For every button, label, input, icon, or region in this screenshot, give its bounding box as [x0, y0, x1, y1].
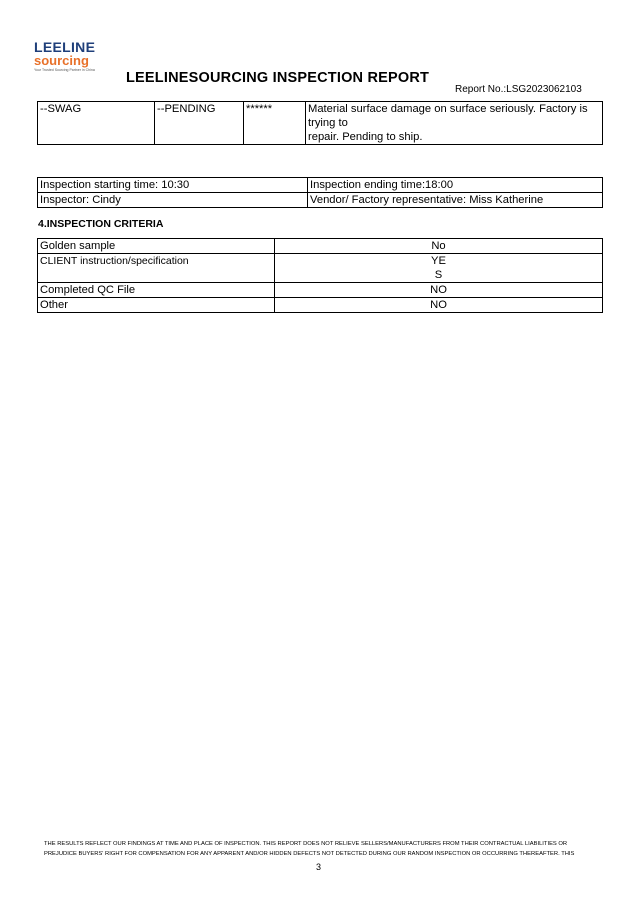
logo-text-leeline: LEELINE	[34, 39, 96, 55]
criteria-value: NO	[275, 283, 603, 298]
defect-status: --PENDING	[155, 102, 244, 145]
inspection-time-table	[37, 177, 603, 208]
logo-tagline: Your Trusted Sourcing Partner in China	[34, 68, 95, 72]
criteria-value-line: YE	[431, 255, 446, 267]
table-row	[38, 239, 603, 254]
criteria-value: NO	[275, 298, 603, 313]
table-row	[38, 102, 603, 145]
criteria-label: Other	[38, 298, 275, 313]
table-row	[38, 283, 603, 298]
section-heading: 4.INSPECTION CRITERIA	[38, 218, 164, 230]
criteria-value: No	[275, 239, 603, 254]
end-time: Inspection ending time:18:00	[308, 178, 603, 193]
defect-table	[37, 101, 603, 145]
defect-severity: ******	[244, 102, 306, 145]
report-title: LEELINESOURCING INSPECTION REPORT	[126, 70, 430, 86]
vendor-representative: Vendor/ Factory representative: Miss Katherine	[308, 193, 603, 208]
report-number: Report No.:LSG2023062103	[455, 84, 582, 95]
footer-line: PREJUDICE BUYERS' RIGHT FOR COMPENSATION FOR ANY APPARENT AND/OR HIDDEN DEFECTS NOT DETECTED DURING OUR RANDOM INSPECTION OR OCCURRING THEREAFTER. THIS	[44, 851, 575, 857]
logo-text-sourcing: sourcing	[34, 53, 89, 68]
defect-description-line: Material surface damage on surface seriously. Factory is	[308, 103, 588, 115]
table-row	[38, 178, 603, 193]
defect-description-line: repair. Pending to ship.	[308, 131, 423, 143]
criteria-label: CLIENT instruction/specification	[38, 254, 275, 283]
defect-code: --SWAG	[38, 102, 155, 145]
footer-line: THE RESULTS REFLECT OUR FINDINGS AT TIME AND PLACE OF INSPECTION. THIS REPORT DOES NOT RELIEVE SELLERS/MANUFACTURERS FROM THEIR CONTRACTUAL LIABILITIES OR	[44, 841, 568, 847]
criteria-value	[275, 254, 603, 283]
inspector-name: Inspector: Cindy	[38, 193, 308, 208]
table-row	[38, 193, 603, 208]
footer-disclaimer	[44, 839, 604, 859]
criteria-label: Golden sample	[38, 239, 275, 254]
criteria-value-line: S	[434, 269, 443, 281]
company-logo	[34, 40, 104, 73]
page-number: 3	[316, 862, 322, 872]
defect-description-line: trying to	[308, 117, 348, 129]
table-row	[38, 298, 603, 313]
start-time: Inspection starting time: 10:30	[38, 178, 308, 193]
criteria-table	[37, 238, 603, 313]
criteria-label: Completed QC File	[38, 283, 275, 298]
table-row	[38, 254, 603, 283]
defect-description	[306, 102, 603, 145]
